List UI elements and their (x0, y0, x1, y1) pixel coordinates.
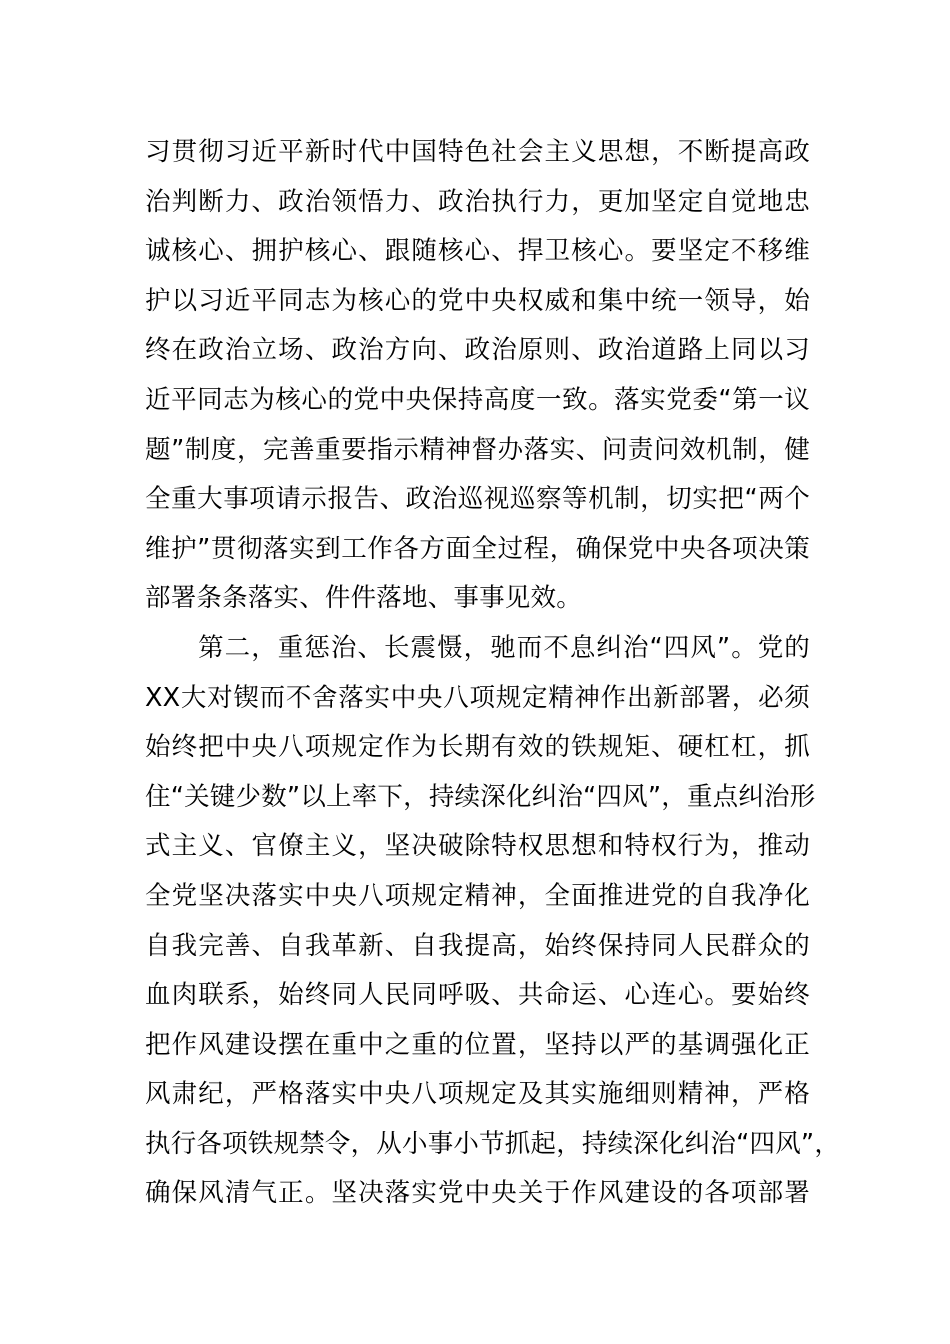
body-text (145, 128, 841, 1219)
text-line: 血肉联系，始终同人民同呼吸、共命运、心连心。要始终 (145, 980, 810, 1011)
text-line: 风肃纪，严格落实中央八项规定及其实施细则精神，严格 (145, 1079, 810, 1110)
text-line: 确保风清气正。坚决落实党中央关于作风建设的各项部署 (145, 1178, 810, 1209)
text-line: 部署条条落实、件件落地、事事见效。 (145, 583, 582, 614)
text-line: 终在政治立场、政治方向、政治原则、政治道路上同以习 (145, 335, 810, 366)
text-line: XX大对锲而不舍落实中央八项规定精神作出新部署，必须 (145, 682, 810, 713)
text-line: 护以习近平同志为核心的党中央权威和集中统一领导，始 (145, 285, 810, 316)
text-line: 维护”贯彻落实到工作各方面全过程，确保党中央各项决策 (145, 533, 810, 564)
text-line: 自我完善、自我革新、自我提高，始终保持同人民群众的 (145, 930, 810, 961)
text-line: 把作风建设摆在重中之重的位置，坚持以严的基调强化正 (145, 1029, 810, 1060)
text-line: 执行各项铁规禁令，从小事小节抓起，持续深化纠治“四风”， (145, 1128, 841, 1159)
text-line: 题”制度，完善重要指示精神督办落实、问责问效机制，健 (145, 434, 810, 465)
text-line: 式主义、官僚主义，坚决破除特权思想和特权行为，推动 (145, 831, 810, 862)
text-line: 始终把中央八项规定作为长期有效的铁规矩、硬杠杠，抓 (145, 732, 810, 763)
text-line: 诚核心、拥护核心、跟随核心、捍卫核心。要坚定不移维 (145, 236, 810, 267)
paragraph-start-line: 第二，重惩治、长震慑，驰而不息纠治“四风”。党的 (145, 632, 810, 663)
text-line: 近平同志为核心的党中央保持高度一致。落实党委“第一议 (145, 384, 810, 415)
text-line: 治判断力、政治领悟力、政治执行力，更加坚定自觉地忠 (145, 186, 810, 217)
text-line: 全党坚决落实中央八项规定精神，全面推进党的自我净化 (145, 880, 810, 911)
text-line: 全重大事项请示报告、政治巡视巡察等机制，切实把“两个 (145, 484, 810, 515)
text-line: 住“关键少数”以上率下，持续深化纠治“四风”，重点纠治形 (145, 781, 816, 812)
text-line: 习贯彻习近平新时代中国特色社会主义思想，不断提高政 (145, 137, 810, 167)
